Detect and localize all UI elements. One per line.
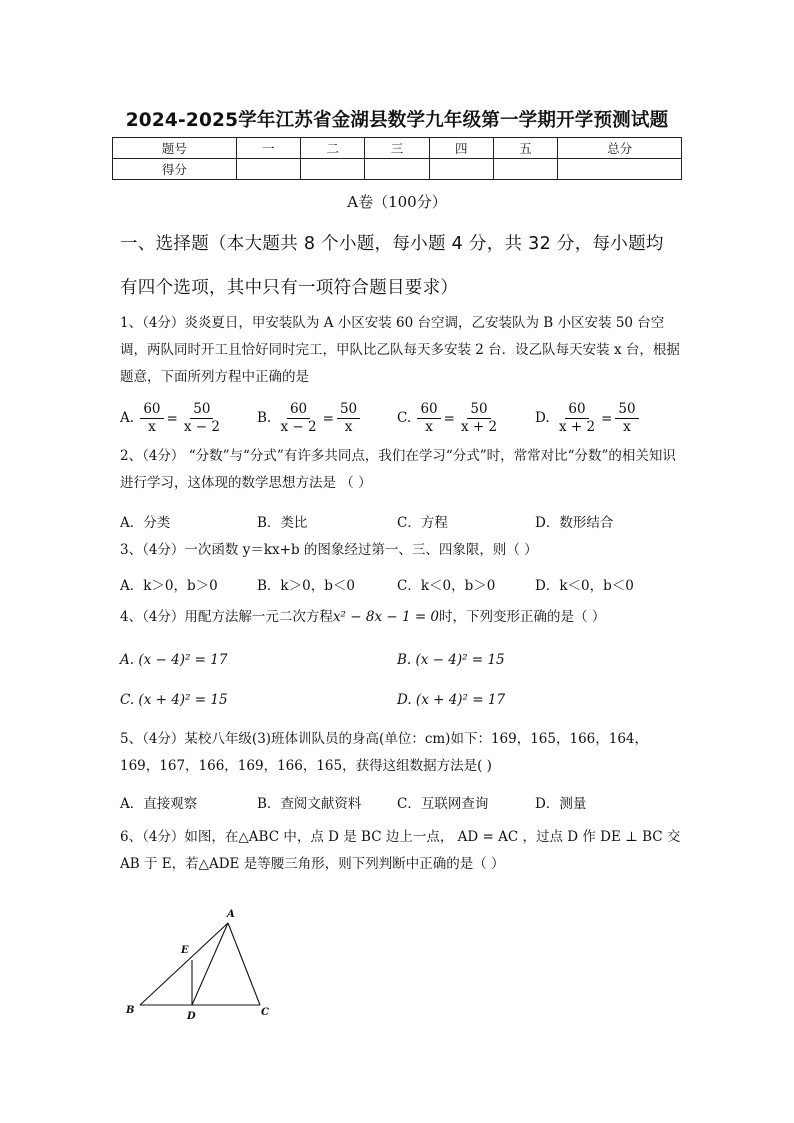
question-4-equation: x² − 8x − 1 = 0 xyxy=(332,609,440,625)
question-5-option-d: D．测量 xyxy=(535,796,587,812)
numerator: 60 xyxy=(417,401,440,419)
score-cell xyxy=(558,159,682,180)
section-a-heading: A卷（100分） xyxy=(347,193,447,211)
question-1-option-d: D. $\frac{60}{x + 2}$ = $\frac{50}{x}$ xyxy=(535,401,641,436)
denominator: x xyxy=(425,419,433,435)
score-header-cell: 一 xyxy=(236,138,300,159)
fraction xyxy=(337,401,360,436)
score-header-cell: 三 xyxy=(365,138,429,159)
score-cell xyxy=(429,159,493,180)
question-3-option-d: D．k＜0，b＜0 xyxy=(535,578,634,594)
label-a: A xyxy=(227,909,235,920)
denominator: x xyxy=(344,419,353,435)
question-2-option-d: D．数形结合 xyxy=(535,515,614,531)
question-5-option-b: B．查阅文献资料 xyxy=(257,796,362,812)
score-header-cell: 四 xyxy=(429,138,493,159)
triangle-figure xyxy=(120,905,280,1025)
score-header-cell: 题号 xyxy=(113,138,237,159)
question-6-text: 6、（4分）如图，在△ABC 中，点 D 是 BC 边上一点， AD = AC ，过点 D 作 DE ⊥ BC 交 AB 于 E，若△ADE 是等腰三角形，则下列判断中正确的是（ ） xyxy=(120,829,681,872)
score-table-header-row xyxy=(113,138,682,159)
numerator: 50 xyxy=(190,401,213,419)
score-header-cell: 二 xyxy=(301,138,365,159)
numerator: 60 xyxy=(565,401,588,419)
question-1-text: 1、（4分）炎炎夏日，甲安装队为 A 小区安装 60 台空调，乙安装队为 B 小区安装 50 台空调，两队同时开工且恰好同时完工，甲队比乙队每天多安装 2 台．设乙队每天安装 x 台，根据题意，下面所列方程中正确的是 xyxy=(120,315,680,385)
question-4-post: 时，下列变形正确的是（ ） xyxy=(439,609,606,625)
numerator: 50 xyxy=(467,401,490,419)
numerator: 60 xyxy=(287,401,310,419)
fraction xyxy=(140,401,163,436)
question-5-text: 5、（4分）某校八年级(3)班体训队员的身高(单位：cm)如下：169，165，166，164，169，167，166，169，166，165，获得这组数据方法是( ) xyxy=(120,731,649,774)
section1-heading-line1: 一、选择题（本大题共 8 个小题，每小题 4 分，共 32 分，每小题均 xyxy=(120,234,664,254)
label-e: E xyxy=(181,945,189,956)
numerator: 50 xyxy=(337,401,360,419)
section1-heading-line2: 有四个选项，其中只有一项符合题目要求） xyxy=(120,278,459,298)
question-4-option-a: A. (x − 4)² = 17 xyxy=(120,652,228,668)
score-cell xyxy=(236,159,300,180)
denominator: x − 2 xyxy=(280,419,317,435)
question-1-option-b: B. $\frac{60}{x - 2}$ = $\frac{50}{x}$ xyxy=(257,401,362,436)
question-1-option-a: A. $\frac{60}{x}$ = $\frac{50}{x - 2}$ xyxy=(120,401,225,436)
fraction xyxy=(278,401,320,436)
question-5-option-c: C．互联网查询 xyxy=(397,796,489,812)
label-c: C xyxy=(261,1007,269,1018)
score-cell xyxy=(365,159,429,180)
option-label: B. xyxy=(257,410,272,426)
exam-title: 2024-2025学年江苏省金湖县数学九年级第一学期开学预测试题 xyxy=(125,110,669,131)
question-2-option-a: A．分类 xyxy=(120,515,171,531)
numerator: 60 xyxy=(140,401,163,419)
numerator: 50 xyxy=(615,401,638,419)
question-3-text: 3、（4分）一次函数 y＝kx+b 的图象经过第一、三、四象限，则（ ） xyxy=(120,542,538,558)
segment-ac xyxy=(228,923,260,1005)
score-row-label: 得分 xyxy=(113,159,237,180)
question-3-option-a: A．k＞0，b＞0 xyxy=(120,578,218,594)
label-d: D xyxy=(187,1011,196,1022)
question-2-option-c: C．方程 xyxy=(397,515,448,531)
question-3-option-c: C．k＜0，b＞0 xyxy=(397,578,496,594)
question-4-text xyxy=(120,604,685,631)
label-b: B xyxy=(126,1005,135,1016)
score-cell xyxy=(301,159,365,180)
question-4-option-c: C. (x + 4)² = 15 xyxy=(120,692,228,708)
segment-ad xyxy=(192,923,228,1005)
question-4-pre: 4、（4分）用配方法解一元二次方程 xyxy=(120,609,333,625)
score-table-score-row xyxy=(113,159,682,180)
question-2-text: 2、（4分） “分数”与“分式”有许多共同点，我们在学习“分式”时，常常对比“分数”的相关知识进行学习，这体现的数学思想方法是 （ ） xyxy=(120,448,676,491)
denominator: x + 2 xyxy=(558,419,596,435)
option-label: C. xyxy=(397,410,412,426)
question-1-option-c: C. $\frac{60}{x}$ = $\frac{50}{x + 2}$ xyxy=(397,401,502,436)
score-header-cell: 五 xyxy=(493,138,557,159)
question-4-option-b: B. (x − 4)² = 15 xyxy=(397,652,505,668)
question-3-option-b: B．k＞0，b＜0 xyxy=(257,578,355,594)
fraction xyxy=(556,401,598,436)
score-cell xyxy=(493,159,557,180)
segment-ba xyxy=(140,923,228,1005)
fraction xyxy=(181,401,223,436)
score-header-cell: 总分 xyxy=(558,138,682,159)
option-label: D. xyxy=(535,410,550,426)
fraction xyxy=(458,401,500,436)
question-5-option-a: A．直接观察 xyxy=(120,796,198,812)
question-4-option-d: D. (x + 4)² = 17 xyxy=(397,692,506,708)
denominator: x − 2 xyxy=(183,419,220,435)
denominator: x xyxy=(623,419,631,435)
score-table xyxy=(112,137,682,180)
denominator: x + 2 xyxy=(460,419,498,435)
question-2-option-b: B．类比 xyxy=(257,515,308,531)
option-label: A. xyxy=(120,410,135,426)
denominator: x xyxy=(148,419,156,435)
fraction xyxy=(615,401,638,436)
fraction xyxy=(417,401,440,436)
